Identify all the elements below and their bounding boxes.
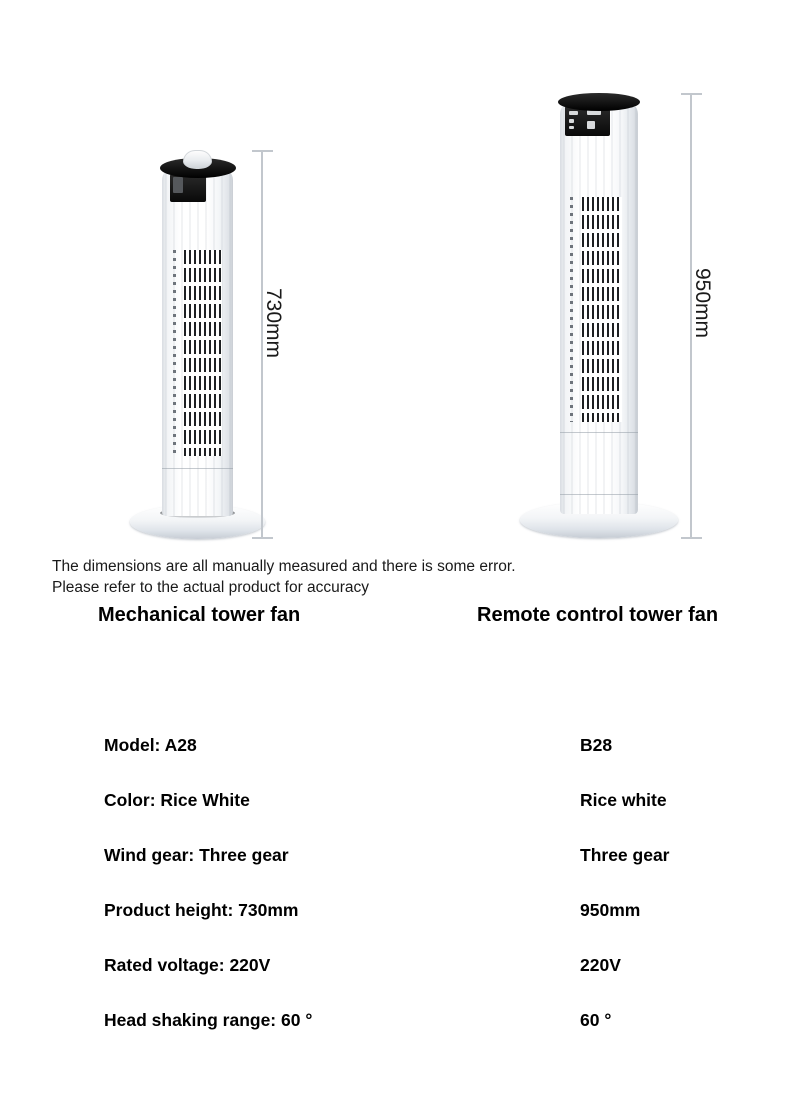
spec-value-head-shaking-range: 60 ° xyxy=(580,1010,612,1030)
control-panel-button xyxy=(569,119,574,123)
measurement-note-line-1: The dimensions are all manually measured and there is some error. xyxy=(52,558,516,575)
remote-control-tower-fan-image xyxy=(548,90,688,545)
fan-body-seam xyxy=(560,432,638,433)
spec-row xyxy=(0,735,790,790)
fan-top-cap xyxy=(558,93,640,111)
spec-value-model: B28 xyxy=(580,735,613,755)
spec-row xyxy=(0,1010,790,1065)
control-panel-button xyxy=(569,111,578,115)
fan-grille xyxy=(582,197,622,422)
product-title-left: Mechanical tower fan xyxy=(98,604,301,626)
spec-label-model: Model: A28 xyxy=(104,735,197,755)
spec-row xyxy=(0,900,790,955)
fan-speed-knob xyxy=(183,150,212,169)
fan-dot-column xyxy=(173,250,176,456)
mechanical-tower-fan-image xyxy=(150,150,270,545)
product-title-right: Remote control tower fan xyxy=(477,604,719,626)
fan-body-seam xyxy=(162,468,233,469)
spec-value-product-height: 950mm xyxy=(580,900,641,920)
spec-label-product-height: Product height: 730mm xyxy=(104,900,299,920)
dimension-label-950mm: 950mm xyxy=(691,268,714,339)
fan-grille xyxy=(184,250,222,456)
fan-body-seam xyxy=(560,494,638,495)
dimension-tick-bottom xyxy=(252,537,273,539)
spec-label-wind-gear: Wind gear: Three gear xyxy=(104,845,289,865)
spec-row xyxy=(0,955,790,1010)
spec-label-color: Color: Rice White xyxy=(104,790,250,810)
spec-value-color: Rice white xyxy=(580,790,667,810)
product-illustration-area xyxy=(0,0,790,545)
fan-body xyxy=(560,102,638,514)
control-panel-button xyxy=(587,121,595,129)
fan-dot-column xyxy=(570,197,573,422)
fan-grille-bars xyxy=(582,197,622,422)
spec-row xyxy=(0,790,790,845)
spec-row xyxy=(0,845,790,900)
spec-label-rated-voltage: Rated voltage: 220V xyxy=(104,955,271,975)
dimension-label-730mm: 730mm xyxy=(262,288,285,359)
fan-body xyxy=(162,168,233,516)
mechanical-control-knob-slot xyxy=(173,177,183,193)
dimension-tick-bottom xyxy=(681,537,702,539)
control-panel-button xyxy=(569,126,574,129)
specification-table xyxy=(0,735,790,1065)
measurement-note-line-2: Please refer to the actual product for accuracy xyxy=(52,579,370,596)
spec-label-head-shaking-range: Head shaking range: 60 ° xyxy=(104,1010,313,1030)
spec-value-wind-gear: Three gear xyxy=(580,845,670,865)
spec-value-rated-voltage: 220V xyxy=(580,955,621,975)
fan-grille-bars xyxy=(184,250,222,456)
